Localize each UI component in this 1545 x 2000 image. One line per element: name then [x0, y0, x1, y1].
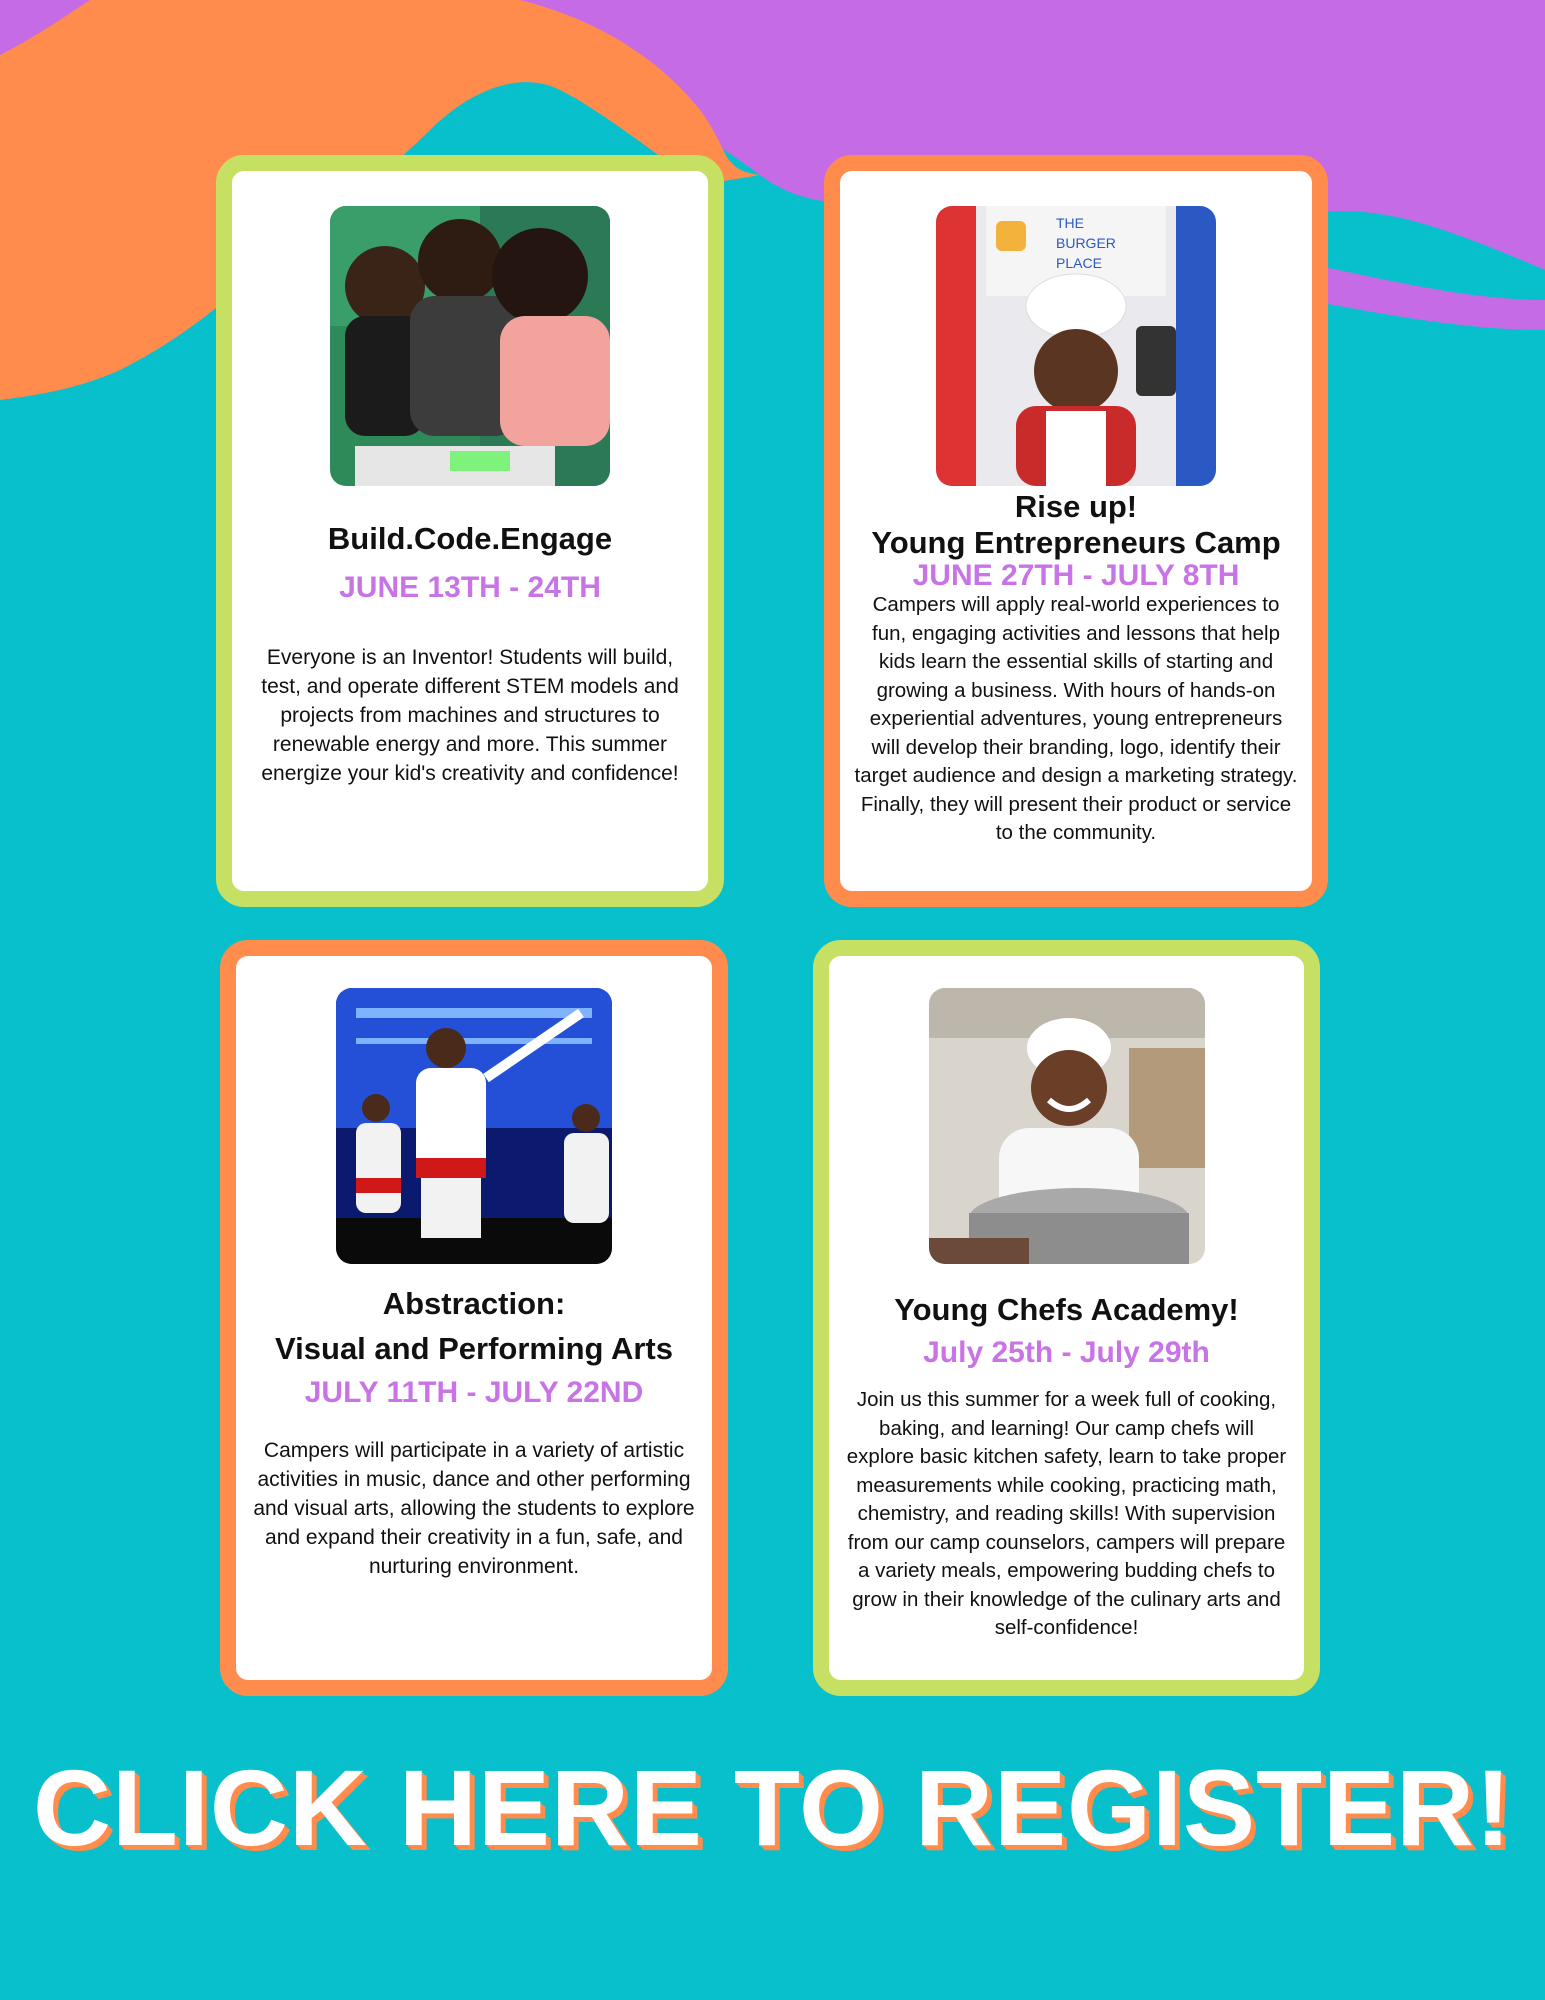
photo-sign-line-2: BURGER	[1056, 235, 1116, 251]
camp-dates: JUNE 13TH - 24TH	[339, 571, 601, 604]
camp-dates: JUNE 27TH - JULY 8TH	[912, 559, 1240, 592]
photo-sign-line-1: THE	[1056, 215, 1084, 231]
camp-title: Rise up! Young Entrepreneurs Camp	[871, 489, 1281, 560]
camp-photo-entrepreneurs	[936, 206, 1216, 486]
photo-sign-line-3: PLACE	[1056, 255, 1102, 271]
camp-description: Join us this summer for a week full of cooking, baking, and learning! Our camp chefs will explore basic kitchen safety, learn to take proper measurements while cooking, practicing math, chemistry, and reading skills! With supervision from our camp counselors, campers will prepare a variety meals, empowering budding chefs to grow in their knowledge of the culinary arts and self-confidence!	[846, 1388, 1287, 1639]
camp-description: Campers will apply real-world experiences to fun, engaging activities and lessons that help kids learn the essential skills of starting and growing a business. With hours of hands-on experiential adventures, young entrepreneurs will develop their branding, logo, identify their target audience and design a marketing strategy. Finally, they will present their product or service to the community.	[854, 593, 1298, 844]
camp-title: Build.Code.Engage	[327, 521, 613, 556]
camp-title: Young Chefs Academy!	[894, 1292, 1239, 1327]
camp-photo-performing-arts	[336, 988, 612, 1264]
camp-photo-young-chef	[929, 988, 1205, 1264]
camp-card-build-code-engage[interactable]	[216, 155, 724, 907]
camp-description: Everyone is an Inventor! Students will build, test, and operate different STEM models and projects from machines and structures to renewable energy and more. This summer energize your kid's creativity and confidence!	[261, 646, 679, 785]
camp-dates: July 25th - July 29th	[923, 1336, 1210, 1369]
camp-dates: JULY 11TH - JULY 22ND	[304, 1376, 644, 1409]
register-button[interactable]: CLICK HERE TO REGISTER!	[32, 1747, 1513, 1868]
camp-title: Abstraction: Visual and Performing Arts	[275, 1286, 673, 1366]
camp-card-young-entrepreneurs[interactable]	[824, 155, 1328, 907]
camp-card-young-chefs[interactable]	[813, 940, 1320, 1696]
camp-description: Campers will participate in a variety of artistic activities in music, dance and other performing and visual arts, allowing the students to explore and expand their creativity in a fun, safe, and nurturing environment.	[253, 1439, 695, 1578]
camp-photo-stem	[330, 206, 610, 486]
camp-card-abstraction-arts[interactable]	[220, 940, 728, 1696]
